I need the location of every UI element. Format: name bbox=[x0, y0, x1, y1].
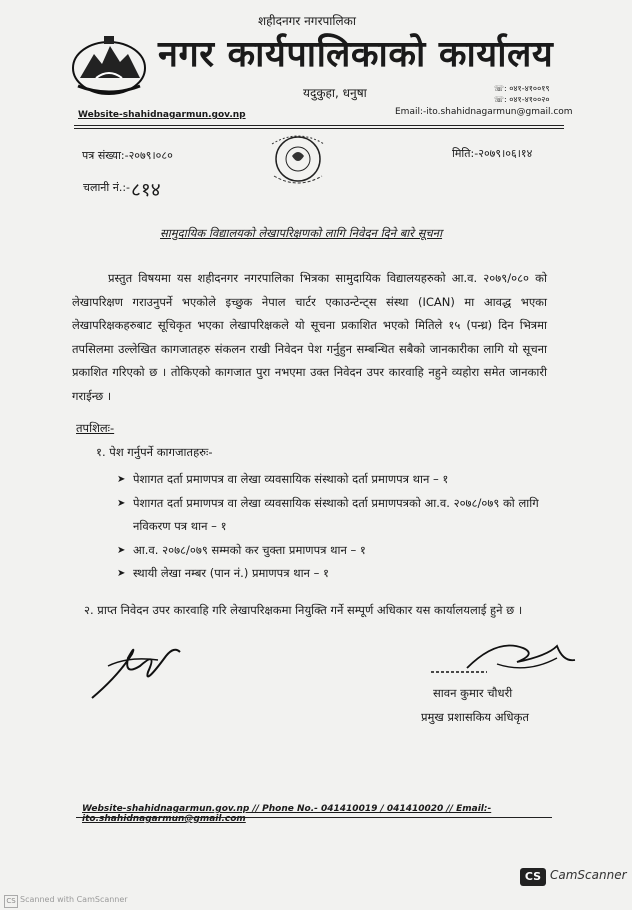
reference-number: पत्र संख्या:-२०७९।०८० bbox=[82, 149, 173, 162]
documents-required-heading: १. पेश गर्नुपर्ने कागजातहरुः- bbox=[96, 445, 213, 459]
list-item: ➤ आ.व. २०७८/०७९ सम्मको कर चुक्ता प्रमाणपत्र थान – १ bbox=[117, 539, 547, 563]
footer-contact: Website-shahidnagarmun.gov.np // Phone No.- 041410019 / 041410020 // Email:-ito.shahidnagarmun@gmail.com bbox=[82, 804, 492, 824]
government-emblem-logo bbox=[70, 34, 148, 96]
letter-date: मिति:-२०७९।०६।१४ bbox=[452, 147, 533, 160]
list-item: ➤ पेशागत दर्ता प्रमाणपत्र वा लेखा व्यवसायिक संस्थाको दर्ता प्रमाणपत्र थान – १ bbox=[117, 468, 547, 492]
phone-number-2: ☏: ०४१-४१००२० bbox=[494, 95, 550, 104]
scanner-watermark-icon: CS bbox=[4, 895, 18, 908]
email-link[interactable]: Email:-ito.shahidnagarmun@gmail.com bbox=[395, 107, 573, 117]
municipality-name: शहीदनगर नगरपालिका bbox=[258, 14, 356, 28]
notice-body: प्रस्तुत विषयमा यस शहीदनगर नगरपालिका भित्रका सामुदायिक विद्यालयहरुको आ.व. २०७९/०८० को लेखापरिक्षण गराउनुपर्ने भएकोले इच्छुक नेपाल चार्टर एकाउन्टेन्ट्स संस्था (ICAN) मा आवद्ध भएका लेखापरिक्षकहरुबाट सूचिकृत भएका लेखापरिक्षकले यो सूचना प्रकाशित भएको मितिले १५ (पन्ध्र) दिन भित्रमा तपसिलमा उल्लेखित कागजातहरु संकलन राखी निवेदन पेश गर्नुहुन सम्बन्धित सबैको जानकारीका लागि यो सूचना प्रकाशित गरिएको छ । तोकिएको कागजात पुरा नभएमा उक्त निवेदन उपर कारवाहि नहुने व्यहोरा समेत जानकारी गराईन्छ । bbox=[72, 271, 547, 403]
list-item: ➤ स्थायी लेखा नम्बर (पान नं.) प्रमाणपत्र थान – १ bbox=[117, 562, 547, 586]
phone-number-1: ☏: ०४१-४१००१९ bbox=[494, 84, 550, 93]
scanner-watermark: Scanned with CamScanner bbox=[20, 895, 128, 904]
dispatch-label: चलानी नं.:- bbox=[83, 181, 131, 194]
camscanner-logo-icon: CS bbox=[520, 868, 546, 886]
footer-divider bbox=[76, 817, 552, 818]
phone-numbers bbox=[494, 83, 550, 105]
office-stamp-seal bbox=[258, 126, 338, 192]
authority-clause: २. प्राप्त निवेदन उपर कारवाहि गरि लेखापरिक्षकमा नियुक्ति गर्ने सम्पूर्ण अधिकार यस कार्यालयलाई हुने छ । bbox=[84, 603, 523, 617]
office-title: नगर कार्यपालिकाको कार्यालय bbox=[158, 34, 554, 75]
required-documents-list bbox=[117, 468, 547, 586]
handwritten-signature-left bbox=[88, 636, 184, 704]
dispatch-number: ८१४ bbox=[131, 179, 161, 201]
signatory-title: प्रमुख प्रशासकिय अधिकृत bbox=[421, 710, 529, 724]
list-item: ➤ पेशागत दर्ता प्रमाणपत्र वा लेखा व्यवसायिक संस्थाको दर्ता प्रमाणपत्रको आ.व. २०७८/०७९ को लागि नविकरण पत्र थान – १ bbox=[117, 492, 547, 539]
office-location: यदुकुहा, धनुषा bbox=[303, 86, 367, 100]
details-heading: तपशिलः- bbox=[76, 421, 115, 435]
camscanner-brand: CamScanner bbox=[550, 868, 627, 882]
website-link[interactable]: Website-shahidnagarmun.gov.np bbox=[78, 110, 246, 120]
handwritten-signature-right bbox=[427, 634, 579, 680]
notice-subject: सामुदायिक विद्यालयको लेखापरिक्षणको लागि निवेदन दिने बारे सूचना bbox=[160, 226, 443, 240]
signatory-name: सावन कुमार चौधरी bbox=[433, 686, 513, 700]
